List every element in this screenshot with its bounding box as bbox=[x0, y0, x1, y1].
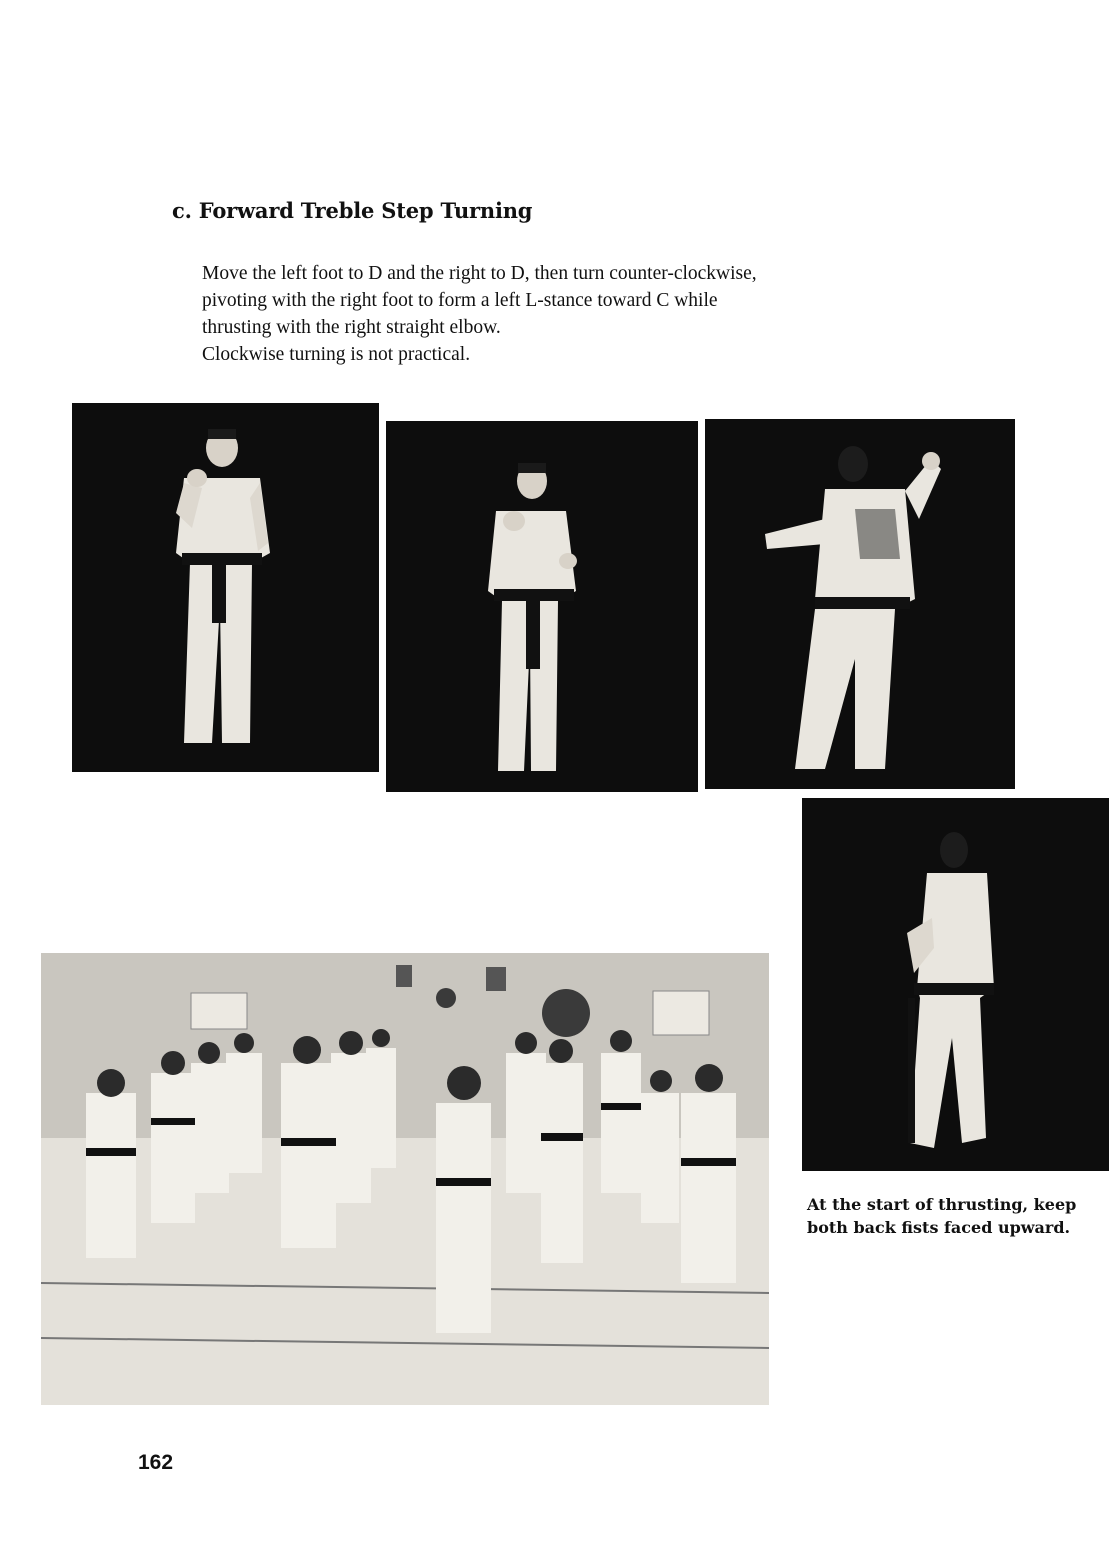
instruction-line: thrusting with the right straight elbow. bbox=[202, 317, 501, 338]
photo-class-practice bbox=[41, 953, 769, 1405]
photo-back-turning-elbow bbox=[705, 419, 1015, 789]
section-heading: c. Forward Treble Step Turning bbox=[172, 198, 533, 223]
page-number: 162 bbox=[138, 1451, 174, 1474]
photo-front-ready-stance bbox=[72, 403, 379, 772]
caption-line: At the start of thrusting, keep bbox=[807, 1195, 1077, 1214]
photo-side-elbow-thrust bbox=[802, 798, 1109, 1171]
instruction-line: Clockwise turning is not practical. bbox=[202, 344, 471, 365]
instruction-text bbox=[202, 260, 962, 368]
instruction-line: Move the left foot to D and the right to D, then turn counter-clockwise, bbox=[202, 263, 757, 284]
caption-line: both back fists faced upward. bbox=[807, 1218, 1071, 1237]
instruction-line: pivoting with the right foot to form a left L-stance toward C while bbox=[202, 290, 718, 311]
photo-front-fists-up bbox=[386, 421, 698, 792]
photo-caption bbox=[807, 1193, 1117, 1239]
